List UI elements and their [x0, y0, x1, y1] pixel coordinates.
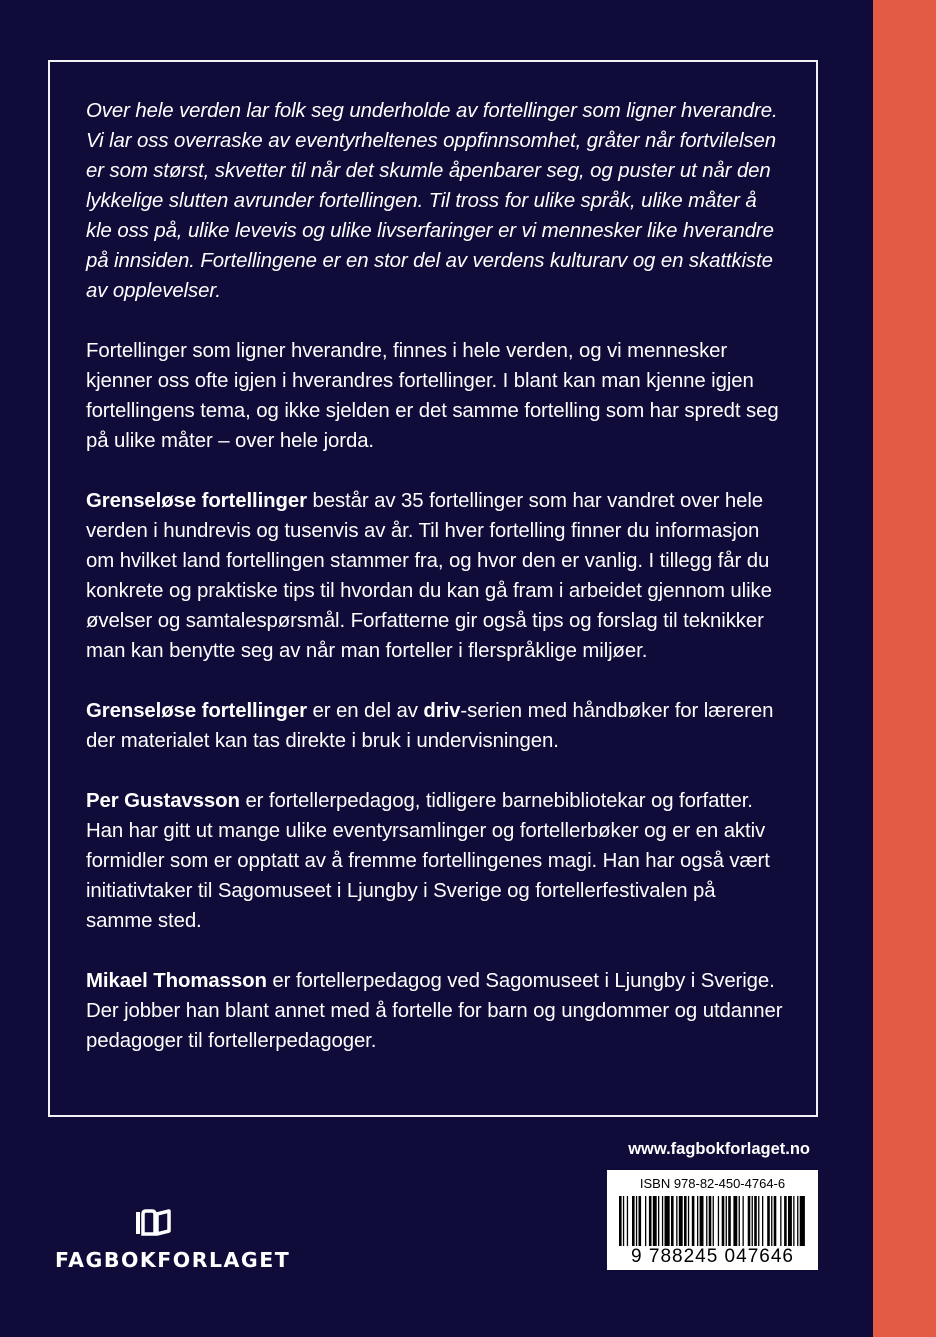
back-cover-blurb: [86, 96, 786, 1086]
author-1-bio: [86, 786, 786, 936]
isbn-barcode: [607, 1170, 818, 1270]
author-2-text: er fortellerpedagog ved Sagomuseet i Ljungby i Sverige. Der jobber han blant annet med å fortelle for barn og ungdommer og utdanner pedagoger til fortellerpedagoger.: [86, 970, 783, 1052]
author-2-bio: [86, 966, 786, 1056]
book-title: Grenseløse fortellinger: [86, 700, 307, 722]
barcode-digits: 9 788245 047646: [631, 1246, 794, 1267]
series-name: driv: [423, 700, 461, 722]
paragraph-4-mid: er en del av: [306, 700, 424, 722]
paragraph-4-text: -serien med håndbøker for læreren der materialet kan tas direkte i bruk i undervisningen.: [86, 700, 774, 752]
publisher-name: FAGBOKFORLAGET: [55, 1248, 291, 1272]
paragraph-3-text: består av 35 fortellinger som har vandret over hele verden i hundrevis og tusenvis av år. Til hver fortelling finner du informasjon om hvilket land fortellingen stammer fra, og hvor den er vanlig. I tillegg får du konkrete og praktiske tips til hvordan du kan gå fram i arbeidet gjennom ulike øvelser og samtalespørsmål. Forfatterne gir også tips og forslag til teknikker man kan benytte seg av når man forteller i flerspråklige miljøer.: [86, 490, 772, 662]
author-1-name: Per Gustavsson: [86, 790, 240, 812]
book-title: Grenseløse fortellinger: [86, 490, 307, 512]
paragraph-3: [86, 486, 786, 666]
isbn-label: ISBN 978-82-450-4764-6: [639, 1176, 786, 1191]
paragraph-2: Fortellinger som ligner hverandre, finnes i hele verden, og vi mennesker kjenner oss ofte igjen i hverandres fortellinger. I blant kan man kjenne igjen fortellingens tema, og ikke sjelden er det samme fortelling som har spredt seg på ulike måter – over hele jorda.: [86, 340, 779, 452]
author-1-text: er fortellerpedagog, tidligere barnebibliotekar og forfatter. Han har gitt ut mange ulike eventyrsamlinger og fortellerbøker og er en aktiv formidler som er opptatt av å fremme fortellingenes magi. Han har også vært initiativtaker til Sagomuseet i Ljungby i Sverige og fortellerfestivalen på samme sted.: [86, 790, 770, 932]
author-2-name: Mikael Thomasson: [86, 970, 267, 992]
spine-accent-strip: [873, 0, 936, 1337]
intro-paragraph: Over hele verden lar folk seg underholde av fortellinger som ligner hverandre. Vi lar oss overraske av eventyrheltenes oppfinnsomhet, gråter når fortvilelsen er som størst, skvetter til når det skumle åpenbarer seg, og puster ut når den lykkelige slutten avrunder fortellingen. Til tross for ulike språk, ulike måter å kle oss på, ulike levevis og ulike livserfaringer er vi mennesker like hverandre på innsiden. Fortellingene er en stor del av verdens kulturarv og en skattkiste av opplevelser.: [86, 100, 778, 302]
paragraph-4: [86, 696, 786, 756]
publisher-website[interactable]: www.fagbokforlaget.no: [628, 1140, 810, 1158]
book-logo-icon: [133, 1208, 173, 1238]
barcode-bars: [617, 1196, 808, 1246]
